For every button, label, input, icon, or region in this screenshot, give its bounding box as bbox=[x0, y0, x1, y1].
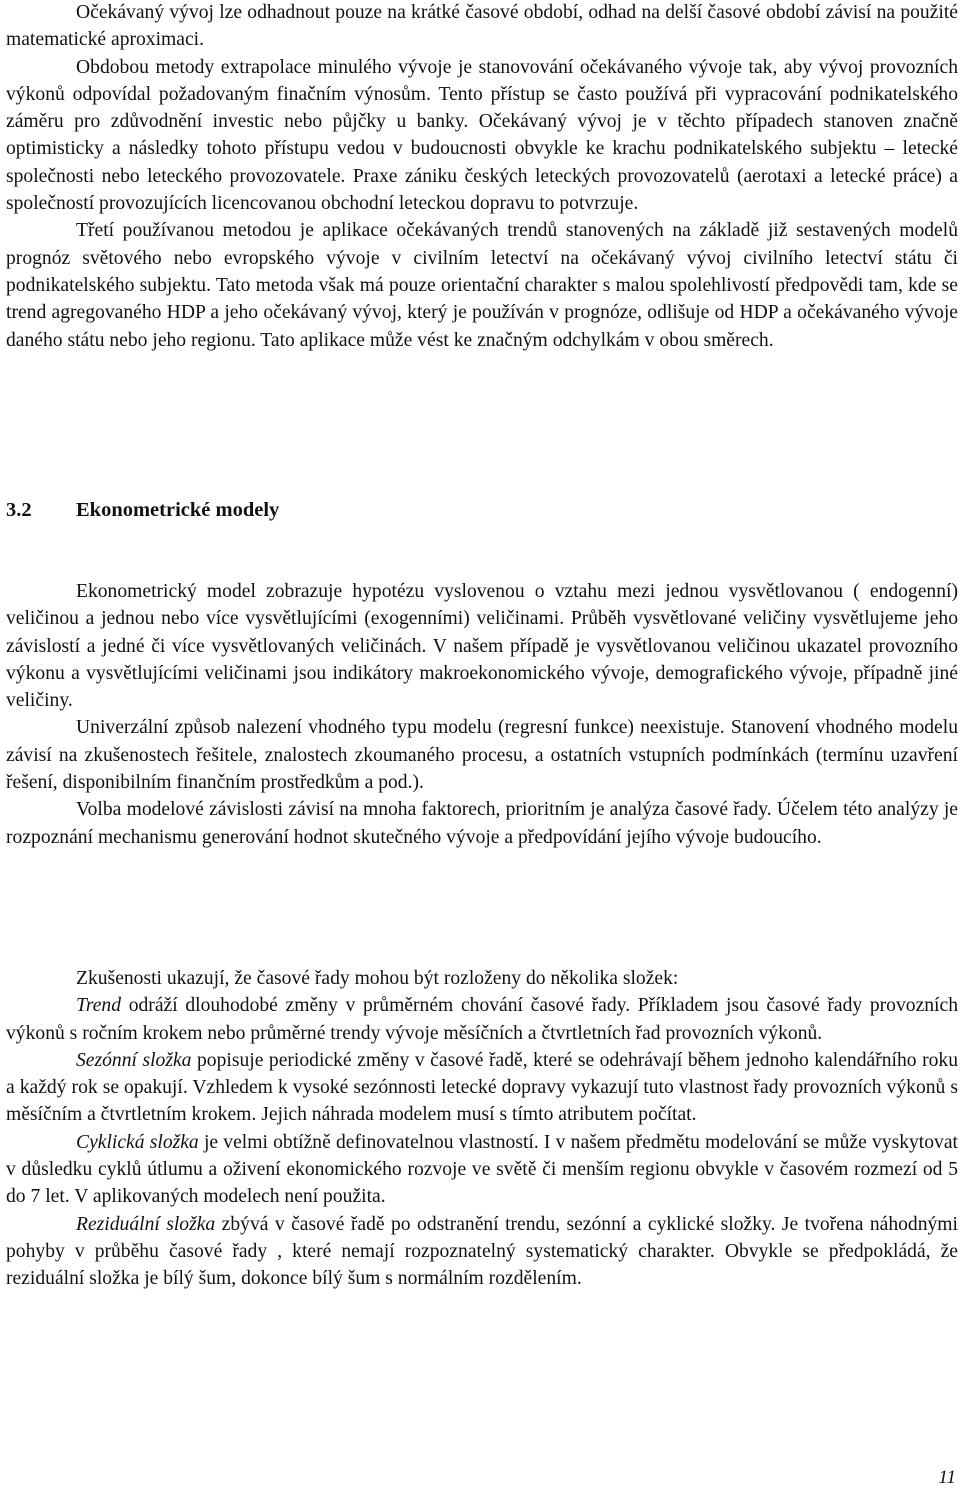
paragraph-universal-method: Univerzální způsob nalezení vhodného typu modelu (regresní funkce) neexistuje. Stanovení vhodného modelu závisí na zkušenostech řešitele, znalostech zkoumaného procesu, a ostatních vstupních podmínkách (termínu uzavření řešení, disponibilním finančním prostředkům a pod.). bbox=[6, 717, 958, 794]
term-seasonal: Sezónní složka bbox=[76, 1049, 192, 1071]
paragraph-model-choice: Volba modelové závislosti závisí na mnoha faktorech, prioritním je analýza časové řady. Účelem této analýzy je rozpoznání mechanismu generování hodnot skutečného vývoje a předpovídání jejího vývoje budoucího. bbox=[6, 799, 958, 848]
term-trend: Trend bbox=[76, 995, 122, 1017]
text-block-top bbox=[6, 0, 958, 354]
section-title: Ekonometrické modely bbox=[76, 499, 280, 521]
paragraph-seasonal bbox=[6, 1047, 958, 1129]
paragraph-components-intro: Zkušenosti ukazují, že časové řady mohou být rozloženy do několika složek: bbox=[76, 968, 679, 989]
paragraph-extrapolation: Obdobou metody extrapolace minulého vývoje je stanovování očekávaného vývoje tak, aby vývoj provozních výkonů odpovídal požadovaným finačním výnosům. Tento přístup se často používá při vypracování podnikatelského záměru pro zdůvodnění investic nebo půjčky u banky. Očekávaný vývoj je v těchto případech stanoven značně optimisticky a následky tohoto přístupu vedou v budoucnosti obvykle ke krachu podnikatelského subjektu – letecké společnosti nebo leteckého provozovatele. Praxe zániku českých leteckých provozovatelů (aerotaxi a letecké práce) a společností provozujících licencovanou obchodní leteckou dopravu to potvrzuje. bbox=[6, 56, 958, 215]
text-block-models bbox=[6, 578, 958, 851]
residual-text: zbývá v časové řadě po odstranění trendu, sezónní a cyklické složky. Je tvořena náhodnými pohyby v průběhu časové řady , které nemají rozpoznatelný systematický charakter. Obvykle se předpokládá, že reziduální složka je bílý šum, dokonce bílý šum s normálním rozdělením. bbox=[6, 1213, 958, 1290]
paragraph-third-method: Třetí používanou metodou je aplikace očekávaných trendů stanovených na základě již sestavených modelů prognóz světového nebo evropského vývoje v civilním letectví na očekávaný vývoj civilního letectví státu či podnikatelského subjektu. Tato metoda však má pouze orientační charakter s malou spolehlivostí předpovědi tam, kde se trend agregovaného HDP a jeho očekávaný vývoj, který je používán v prognóze, odlišuje od HDP a očekávaného vývoje daného státu nebo jeho regionu. Tato aplikace může vést ke značným odchylkám v obou směrech. bbox=[6, 220, 958, 351]
trend-text: odráží dlouhodobé změny v průměrném chování časové řady. Příkladem jsou časové řady provozních výkonů s ročním krokem nebo průměrné trendy vývoje měsíčních a čtvrtletních řad provozních výkonů. bbox=[6, 995, 958, 1044]
section-heading bbox=[6, 497, 279, 523]
paragraph-approximation: Očekávaný vývoj lze odhadnout pouze na krátké časové období, odhad na delší časové období závisí na použité matematické aproximaci. bbox=[6, 2, 958, 51]
term-residual: Reziduální složka bbox=[76, 1213, 216, 1235]
term-cyclical: Cyklická složka bbox=[76, 1131, 199, 1153]
paragraph-residual bbox=[6, 1211, 958, 1293]
text-block-components bbox=[6, 965, 958, 1293]
paragraph-model-definition: Ekonometrický model zobrazuje hypotézu vyslovenou o vztahu mezi jednou vysvětlovanou ( endogenní) veličinou a jednou nebo více vysvětlujícími (exogenními) veličinami. Průběh vysvětlované veličiny vysvětlujeme jeho závislostí a jedné či více vysvětlovaných veličinách. V našem případě je vysvětlovanou veličinou ukazatel provozního výkonu a vysvětlujícími veličinami jsou indikátory makroekonomického vývoje, demografického vývoje, případně jiné veličiny. bbox=[6, 581, 958, 712]
seasonal-text: popisuje periodické změny v časové řadě, které se odehrávají během jednoho kalendářního roku a každý rok se opakují. Vzhledem k vysoké sezónnosti letecké dopravy vykazují tuto vlastnost řady provozních výkonů s měsíčním a čtvrtletním krokem. Jejich náhrada modelem musí s tímto atributem počítat. bbox=[6, 1049, 958, 1126]
paragraph-trend bbox=[6, 992, 958, 1047]
section-number: 3.2 bbox=[6, 499, 32, 521]
paragraph-cyclical bbox=[6, 1129, 958, 1211]
cyclical-text: je velmi obtížně definovatelnou vlastností. I v našem předmětu modelování se může vyskytovat v důsledku cyklů útlumu a oživení ekonomického rozvoje ve světě či menším regionu obvykle v časovém rozmezí od 5 do 7 let. V aplikovaných modelech není použita. bbox=[6, 1131, 958, 1208]
page-number: 11 bbox=[938, 1467, 956, 1488]
